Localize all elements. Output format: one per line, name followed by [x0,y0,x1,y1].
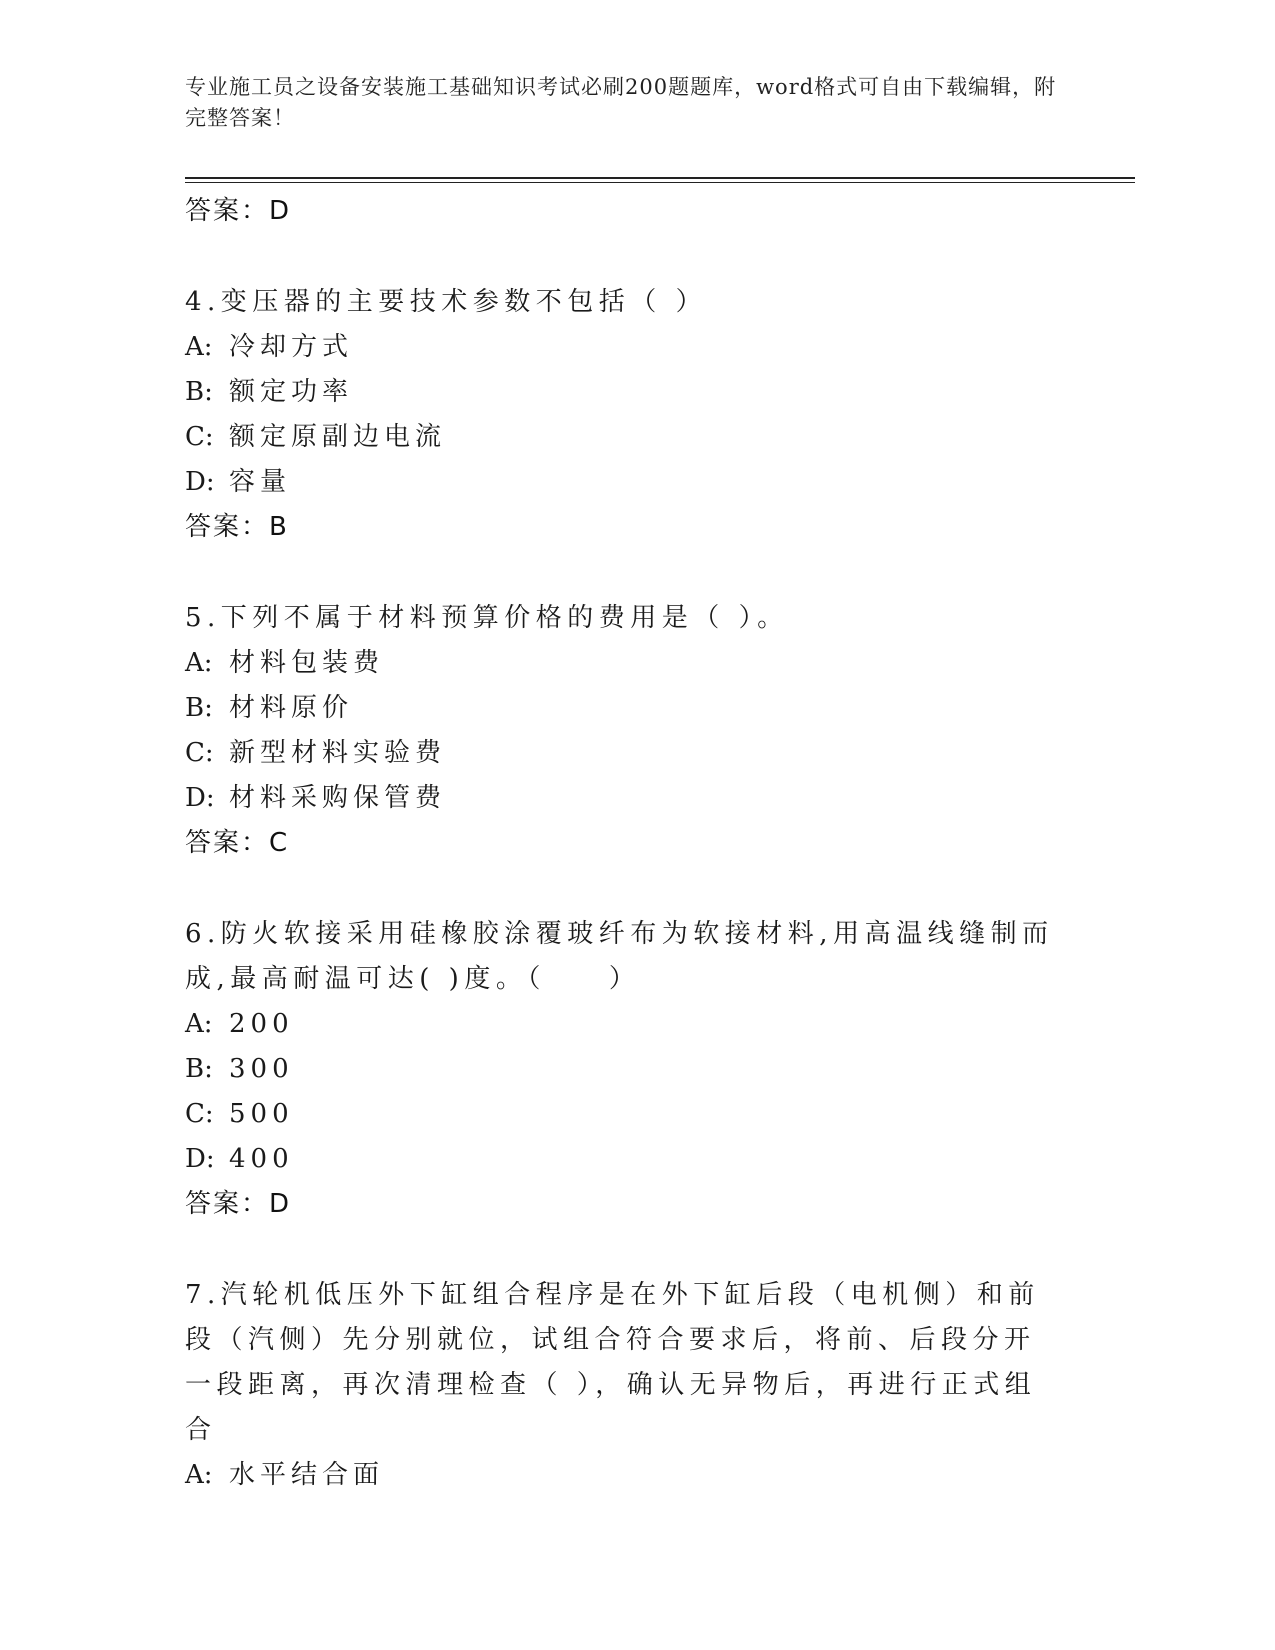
question-text: 5.下列不属于材料预算价格的费用是（ ）。 [185,603,789,633]
option-b [185,686,1065,731]
option-text: 额定原副边电流 [229,422,447,452]
option-key: D: [185,783,215,813]
option-key: A: [185,1460,213,1490]
option-b [185,370,1065,415]
option-text: 300 [229,1054,294,1084]
option-b [185,1047,1065,1092]
option-key: A: [185,1009,213,1039]
option-d [185,776,1065,821]
option-text: 400 [229,1144,294,1174]
document-body [185,189,1065,1498]
option-key: B: [185,1054,213,1084]
option-key: C: [185,422,214,452]
option-text: 500 [229,1099,294,1129]
option-text: 材料原价 [229,693,354,723]
option-text: 额定功率 [229,377,354,407]
option-key: D: [185,1144,215,1174]
question-7 [185,1273,1065,1498]
answer-line: 答案：B [185,512,289,542]
option-text: 容量 [229,467,292,497]
document-header [185,72,1065,134]
answer-line: 答案：D [185,196,292,226]
option-c [185,415,1065,460]
option-key: B: [185,693,213,723]
option-c [185,731,1065,776]
header-rule-thin [185,182,1135,183]
option-a [185,1453,1065,1498]
option-text: 水平结合面 [229,1460,385,1490]
header-title: 专业施工员之设备安装施工基础知识考试必刷200题题库，word格式可自由下载编辑，附完整答案！ [185,75,1057,130]
option-text: 200 [229,1009,294,1039]
question-6 [185,912,1065,1226]
option-a [185,641,1065,686]
option-text: 新型材料实验费 [229,738,447,768]
option-key: D: [185,467,215,497]
option-key: B: [185,377,213,407]
option-key: A: [185,332,213,362]
option-key: C: [185,1099,214,1129]
question-5 [185,596,1065,865]
answer-line: 答案：C [185,828,290,858]
question-4 [185,280,1065,549]
question-text: 4.变压器的主要技术参数不包括（ ） [185,287,708,317]
question-text: 7.汽轮机低压外下缸组合程序是在外下缸后段（电机侧）和前段（汽侧）先分别就位，试组合符合要求后，将前、后段分开一段距离，再次清理检查（ ），确认无异物后，再进行正式组合 [185,1280,1040,1445]
question-text: 6.防火软接采用硅橡胶涂覆玻纤布为软接材料,用高温线缝制而成,最高耐温可达( )度。（ ） [185,919,1054,994]
option-key: A: [185,648,213,678]
option-text: 冷却方式 [229,332,354,362]
option-d [185,460,1065,505]
option-key: C: [185,738,214,768]
option-d [185,1137,1065,1182]
option-a [185,1002,1065,1047]
option-text: 材料包装费 [229,648,385,678]
option-a [185,325,1065,370]
option-c [185,1092,1065,1137]
option-text: 材料采购保管费 [229,783,447,813]
answer-line: 答案：D [185,1189,292,1219]
header-rule [185,177,1135,179]
